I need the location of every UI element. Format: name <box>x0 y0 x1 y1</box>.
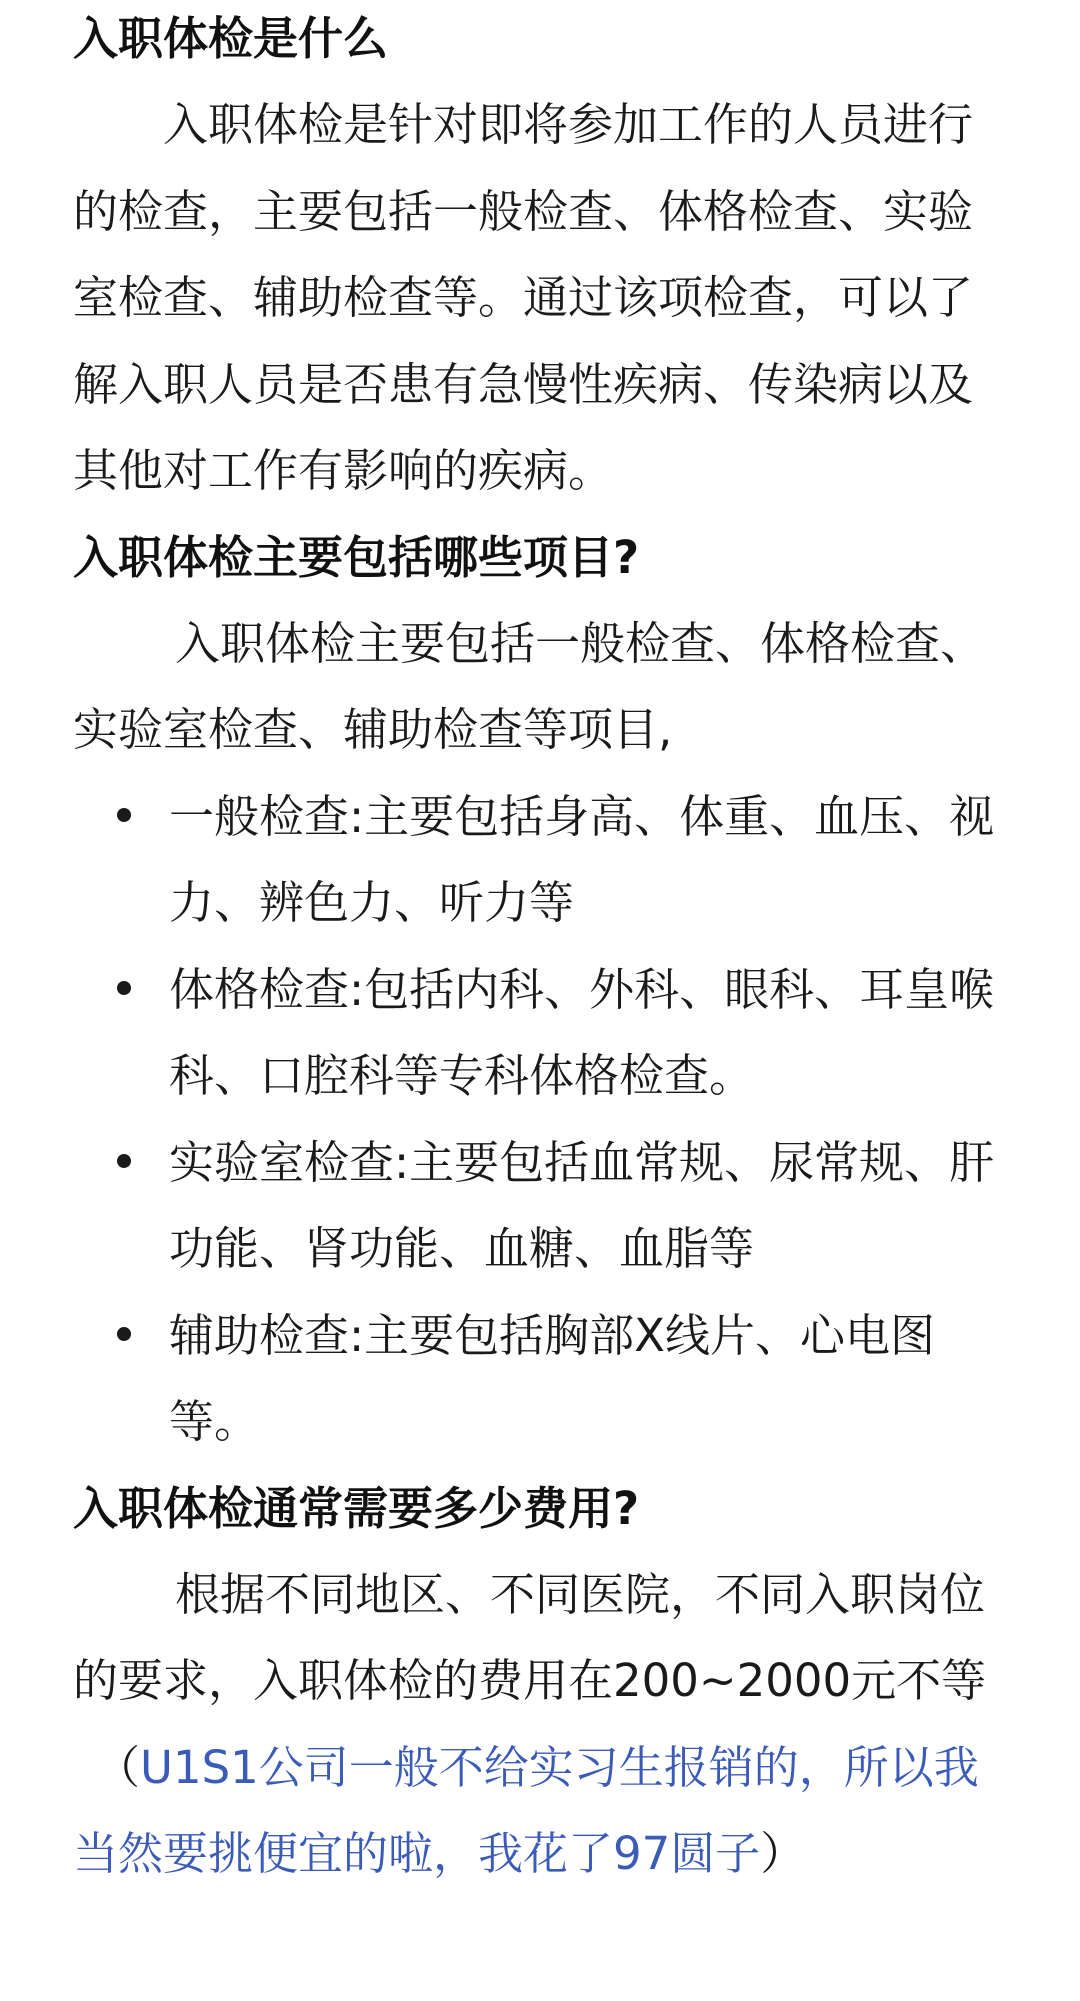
bullet-icon <box>117 1327 131 1341</box>
list-item <box>169 774 1007 947</box>
paragraph-items-intro: 入职体检主要包括一般检查、体格检查、实验室检查、辅助检查等项目, <box>73 616 986 756</box>
heading-cost: 入职体检通常需要多少费用? <box>73 1481 640 1535</box>
list-item-text: 实验室检查:主要包括血常规、尿常规、肝功能、肾功能、血糖、血脂等 <box>169 1135 995 1275</box>
bullet-icon <box>117 981 131 995</box>
note-open-paren: （ <box>95 1740 141 1794</box>
list-item-text: 一般检查:主要包括身高、体重、血压、视力、辨色力、听力等 <box>169 789 995 929</box>
note-close-paren: ） <box>760 1827 806 1880</box>
paragraph-cost: 根据不同地区、不同医院，不同入职岗位的要求，入职体检的费用在200~2000元不等 <box>73 1567 987 1707</box>
list-item <box>169 1120 1007 1293</box>
list-item <box>169 947 1007 1120</box>
note-text: U1S1公司一般不给实习生报销的，所以我当然要挑便宜的啦，我花了97圆子 <box>73 1740 979 1880</box>
list-item-text: 辅助检查:主要包括胸部X线片、心电图等。 <box>169 1308 935 1448</box>
personal-note <box>73 1725 1007 1898</box>
items-list <box>73 774 1007 1466</box>
bullet-icon <box>117 1154 131 1168</box>
heading-what-is: 入职体检是什么 <box>73 12 389 65</box>
list-item-text: 体格检查:包括内科、外科、眼科、耳皇喉科、口腔科等专科体格检查。 <box>169 962 995 1102</box>
heading-items: 入职体检主要包括哪些项目? <box>73 530 640 584</box>
paragraph-what-is: 入职体检是针对即将参加工作的人员进行的检查，主要包括一般检查、体格检查、实验室检查、辅助检查等。通过该项检查，可以了解入职人员是否患有急慢性疾病、传染病以及其他对工作有影响的疾病。 <box>73 98 974 497</box>
list-item <box>169 1293 1007 1466</box>
bullet-icon <box>117 808 131 822</box>
